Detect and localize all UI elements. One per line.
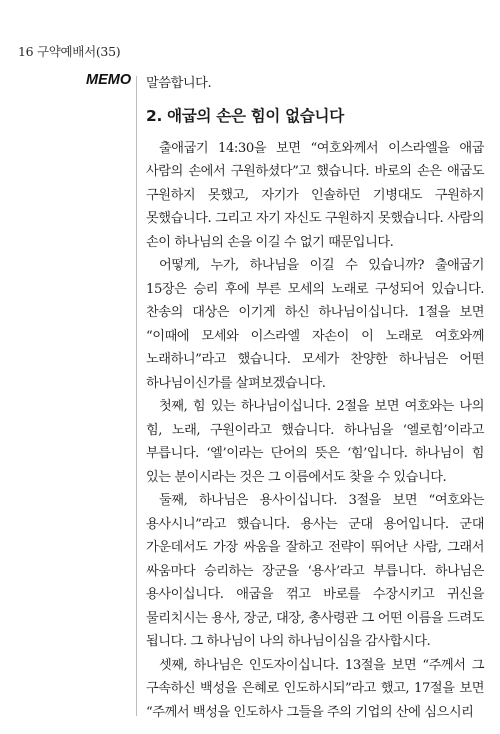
paragraph: 출애굽기 14:30을 보면 “여호와께서 이스라엘을 애굽 사람의 손에서 구원하셨다”고 했습니다. 바로의 손은 애굽도 구원하지 못했고, 자기가 인솔하던 기병대도 구원하지 못했습니다. 그리고 자기 자신도 구원하지 못했습니다. 사람의 손이 하나님의 손을 이길 수 없기 때문입니다. bbox=[146, 140, 484, 250]
memo-label: MEMO bbox=[86, 72, 132, 88]
paragraph: 어떻게, 누가, 하나님을 이길 수 있습니까? 출애굽기 15장은 승리 후에 부른 모세의 노래로 구성되어 있습니다. 찬송의 대상은 이기게 하신 하나님이십니다. 1절을 보면 “이때에 모세와 이스라엘 자손이 이 노래로 여호와께 노래하니”라고 했습니다. 모세가 찬양한 하나님은 어떤 하나님이신가를 살펴보겠습니다. bbox=[146, 258, 484, 391]
paragraph: 셋째, 하나님은 인도자이십니다. 13절을 보면 “주께서 그 구속하신 백성을 은혜로 인도하시되”라고 했고, 17절을 보면 “주께서 백성을 인도하사 그들을 주의 기업의 산에 심으시리 bbox=[146, 657, 484, 720]
main-text bbox=[146, 72, 484, 724]
memo-divider bbox=[136, 76, 137, 716]
paragraph: 첫째, 힘 있는 하나님이십니다. 2절을 보면 여호와는 나의 힘, 노래, 구원이라고 했습니다. 하나님을 ‘엘로힘’이라고 부릅니다. ‘엘’이라는 단어의 뜻은 ‘힘’입니다. 하나님이 힘 있는 분이시라는 것은 그 이름에서도 찾을 수 있습니다. bbox=[146, 399, 484, 485]
section-title: 2. 애굽의 손은 힘이 없습니다 bbox=[146, 106, 344, 125]
continued-text: 말씀합니다. bbox=[146, 76, 212, 91]
running-head: 16 구약예배서(35) bbox=[18, 44, 121, 59]
paragraph: 둘째, 하나님은 용사이십니다. 3절을 보면 “여호와는 용사시니”라고 했습니다. 용사는 군대 용어입니다. 군대 가운데서도 가장 싸움을 잘하고 전략이 뛰어난 사람, 그래서 싸움마다 승리하는 장군을 ‘용사’라고 부릅니다. 하나님은 용사이십니다. 애굽을 꺾고 바로를 수장시키고 귀신을 물리치시는 용사, 장군, 대장, 총사령관 그 어떤 이름을 드려도 됩니다. 그 하나님이 나의 하나님이심을 감사합시다. bbox=[146, 493, 484, 649]
